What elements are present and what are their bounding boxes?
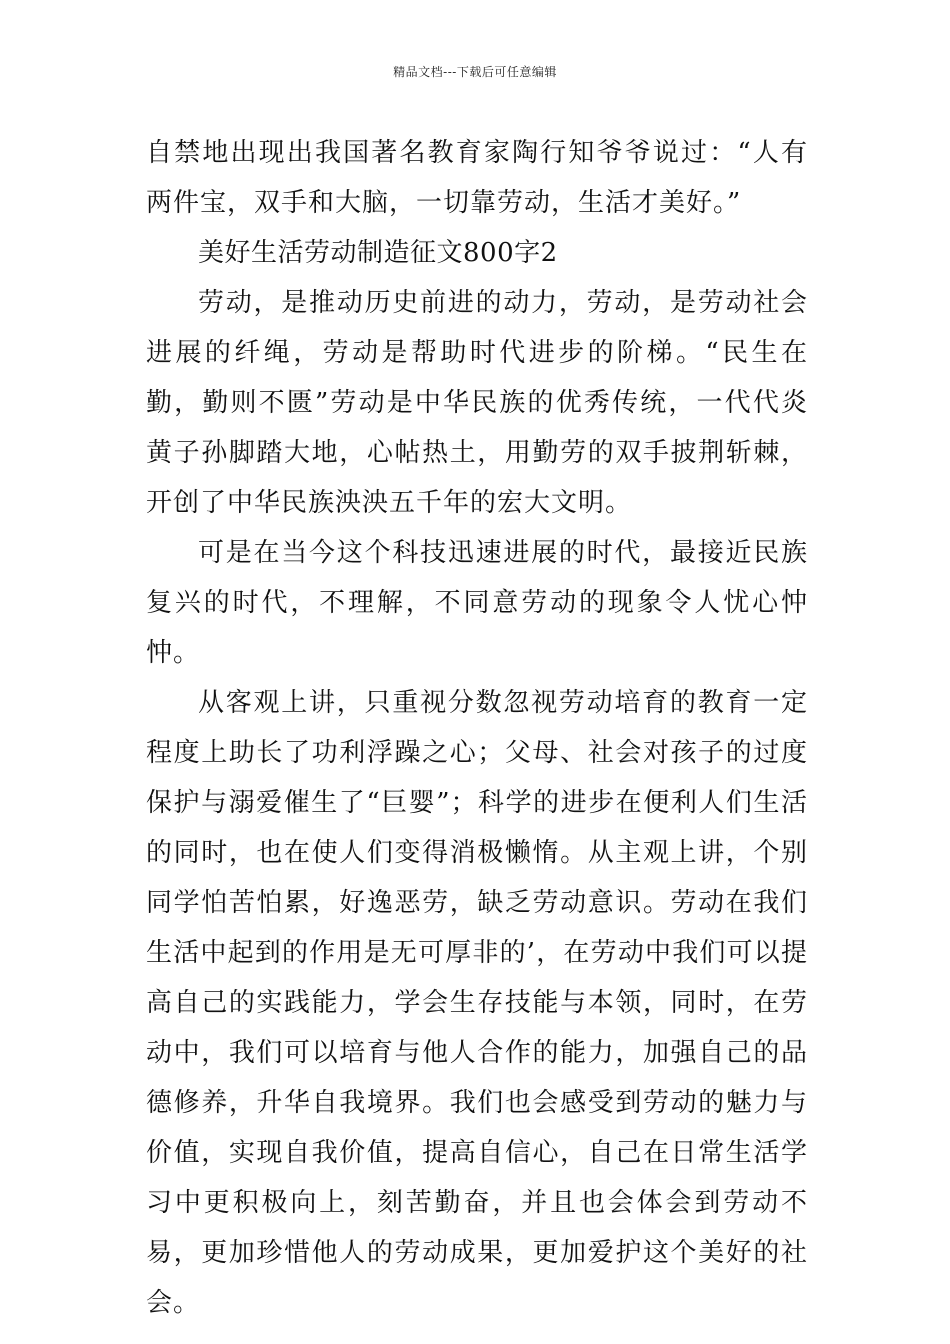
page-header: 精品文档---下载后可任意编辑 — [393, 65, 557, 79]
paragraph: 从客观上讲，只重视分数忽视劳动培育的教育一定程度上助长了功利浮躁之心；父母、社会对孩子的过度保护与溺爱催生了“巨婴”；科学的进步在便利人们生活的同时，也在使人们变得消极懒惰。从主观上讲，个别同学怕苦怕累，好逸恶劳，缺乏劳动意识。劳动在我们生活中起到的作用是无可厚非的’，在劳动中我们可以提高自己的实践能力，学会生存技能与本领，同时，在劳动中，我们可以培育与他人合作的能力，加强自己的品德修养，升华自我境界。我们也会感受到劳动的魅力与价值，实现自我价值，提高自信心，自己在日常生活学习中更积极向上，刻苦勤奋，并且也会体会到劳动不易，更加珍惜他人的劳动成果，更加爱护这个美好的社会。 — [146, 688, 808, 1318]
paragraph: 劳动，是推动历史前进的动力，劳动，是劳动社会进展的纤绳，劳动是帮助时代进步的阶梯。“民生在勤，勤则不匮”劳动是中华民族的优秀传统，一代代炎黄子孙脚踏大地，心帖热土，用勤劳的双手披荆斩棘，开创了中华民族泱泱五千年的宏大文明。 — [146, 288, 808, 518]
document-body — [146, 128, 808, 1328]
paragraph: 可是在当今这个科技迅速进展的时代，最接近民族复兴的时代，不理解，不同意劳动的现象令人忧心忡忡。 — [146, 538, 808, 668]
section-title: 美好生活劳动制造征文800字2 — [198, 238, 558, 268]
paragraph-continued: 自禁地出现出我国著名教育家陶行知爷爷说过：“人有两件宝，双手和大脑，一切靠劳动，生活才美好。” — [146, 138, 808, 218]
